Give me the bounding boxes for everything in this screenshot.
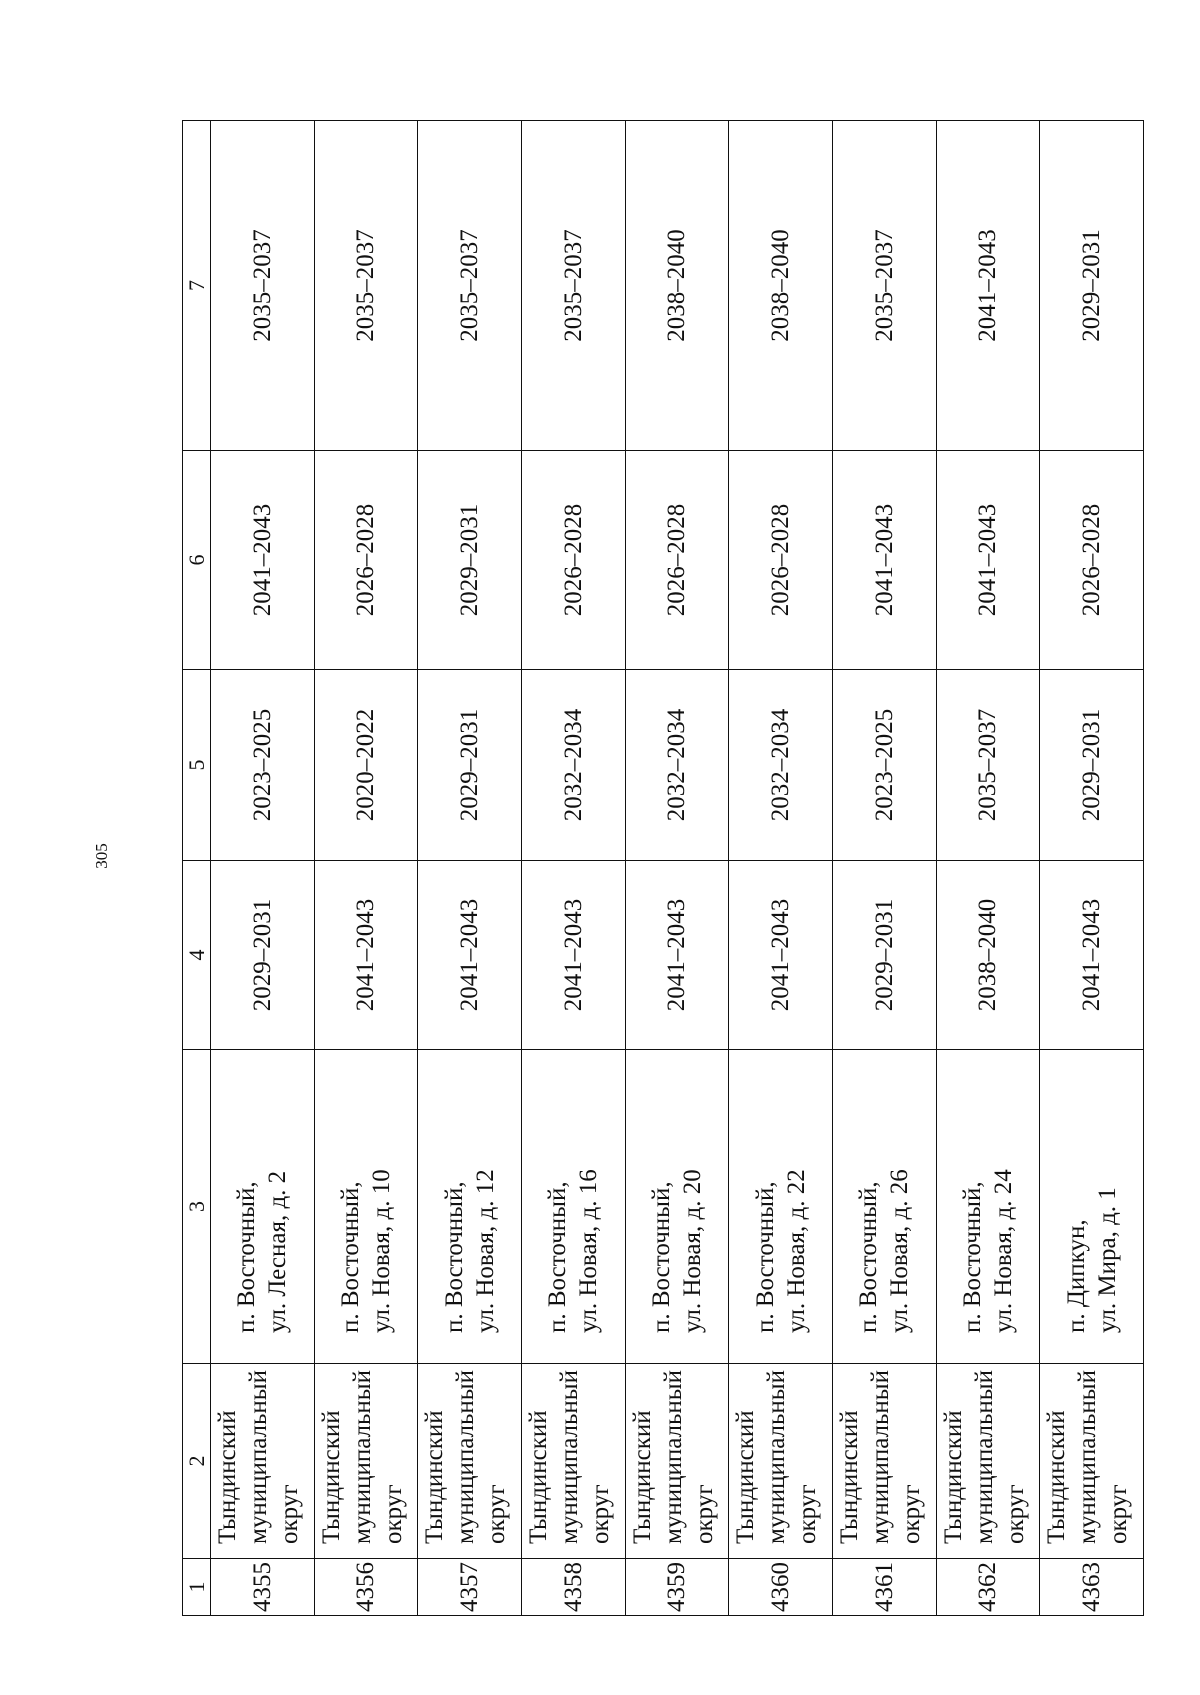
district-line: муниципальный — [245, 1370, 272, 1544]
period-cell: 2023–2025 — [211, 670, 315, 861]
district-line: муниципальный — [555, 1370, 583, 1544]
district-line: округ — [794, 1484, 822, 1544]
address-line: ул. Новая, д. 20 — [678, 1169, 706, 1333]
period-cell: 2029–2031 — [418, 670, 522, 861]
period-cell: 2029–2031 — [832, 861, 936, 1050]
period-cell: 2041–2043 — [1040, 861, 1144, 1050]
row-number: 4362 — [936, 1559, 1040, 1616]
address-line: ул. Новая, д. 22 — [782, 1169, 810, 1333]
period-cell: 2026–2028 — [729, 451, 833, 670]
period-cell: 2032–2034 — [729, 670, 833, 861]
period-cell: 2041–2043 — [211, 451, 315, 670]
address-line: п. Восточный, — [647, 1181, 675, 1333]
district-line: Тындинский — [628, 1410, 656, 1544]
address-line: ул. Новая, д. 24 — [989, 1169, 1017, 1333]
district-line: округ — [690, 1484, 718, 1544]
period-cell: 2032–2034 — [521, 670, 625, 861]
address-line: ул. Лесная, д. 2 — [264, 1170, 292, 1333]
rotated-table-frame — [182, 121, 1144, 1616]
table-container — [182, 121, 1144, 1616]
row-number: 4357 — [418, 1559, 522, 1616]
address-cell — [625, 1050, 729, 1364]
period-cell: 2026–2028 — [1040, 451, 1144, 670]
row-number: 4363 — [1040, 1559, 1144, 1616]
period-cell: 2035–2037 — [832, 121, 936, 451]
period-cell: 2026–2028 — [625, 451, 729, 670]
table-row — [832, 121, 936, 1616]
period-cell: 2038–2040 — [936, 861, 1040, 1050]
district-line: округ — [379, 1484, 407, 1544]
period-cell: 2026–2028 — [314, 451, 418, 670]
district-line: муниципальный — [866, 1370, 894, 1544]
header-cell: 6 — [183, 451, 211, 670]
period-cell: 2041–2043 — [936, 451, 1040, 670]
district-line: Тындинский — [317, 1410, 345, 1544]
district-line: муниципальный — [763, 1370, 791, 1544]
table-row — [625, 121, 729, 1616]
address-line: п. Восточный, — [233, 1181, 261, 1333]
district-cell — [729, 1364, 833, 1559]
district-line: Тындинский — [524, 1410, 552, 1544]
period-cell: 2035–2037 — [418, 121, 522, 451]
district-cell — [418, 1364, 522, 1559]
header-cell: 1 — [183, 1559, 211, 1616]
row-number: 4358 — [521, 1559, 625, 1616]
address-line: п. Восточный, — [440, 1181, 468, 1333]
address-line: п. Восточный, — [855, 1181, 883, 1333]
period-cell: 2035–2037 — [314, 121, 418, 451]
row-number: 4356 — [314, 1559, 418, 1616]
district-line: муниципальный — [970, 1370, 998, 1544]
header-cell: 2 — [183, 1364, 211, 1559]
district-line: округ — [483, 1484, 511, 1544]
period-cell: 2023–2025 — [832, 670, 936, 861]
address-line: ул. Новая, д. 12 — [471, 1169, 499, 1333]
address-line: ул. Новая, д. 10 — [367, 1169, 395, 1333]
address-cell — [832, 1050, 936, 1364]
district-line: округ — [1105, 1484, 1133, 1544]
address-line: п. Восточный, — [544, 1181, 572, 1333]
row-number: 4360 — [729, 1559, 833, 1616]
district-line: Тындинский — [214, 1410, 241, 1544]
period-cell: 2041–2043 — [936, 121, 1040, 451]
period-cell: 2035–2037 — [211, 121, 315, 451]
district-cell — [521, 1364, 625, 1559]
district-line: Тындинский — [1043, 1410, 1071, 1544]
district-cell — [625, 1364, 729, 1559]
period-cell: 2020–2022 — [314, 670, 418, 861]
address-cell — [418, 1050, 522, 1364]
district-line: округ — [1001, 1484, 1029, 1544]
schedule-table — [182, 120, 1144, 1616]
header-cell: 7 — [183, 121, 211, 451]
period-cell: 2029–2031 — [1040, 670, 1144, 861]
address-line: п. Дипкун, — [1062, 1219, 1090, 1333]
address-line: п. Восточный, — [336, 1181, 364, 1333]
district-line: округ — [897, 1484, 925, 1544]
address-cell — [521, 1050, 625, 1364]
district-line: муниципальный — [1074, 1370, 1102, 1544]
district-cell — [1040, 1364, 1144, 1559]
header-cell: 4 — [183, 861, 211, 1050]
table-row — [211, 121, 315, 1616]
table-row — [1040, 121, 1144, 1616]
district-cell — [832, 1364, 936, 1559]
district-line: муниципальный — [452, 1370, 480, 1544]
address-line: п. Восточный, — [958, 1181, 986, 1333]
table-row — [521, 121, 625, 1616]
address-line: ул. Новая, д. 26 — [886, 1169, 914, 1333]
table-row — [729, 121, 833, 1616]
period-cell: 2041–2043 — [521, 861, 625, 1050]
address-line: ул. Новая, д. 16 — [575, 1169, 603, 1333]
period-cell: 2035–2037 — [936, 670, 1040, 861]
address-cell — [936, 1050, 1040, 1364]
district-line: Тындинский — [939, 1410, 967, 1544]
period-cell: 2035–2037 — [521, 121, 625, 451]
address-cell — [211, 1050, 315, 1364]
header-cell: 3 — [183, 1050, 211, 1364]
period-cell: 2038–2040 — [625, 121, 729, 451]
period-cell: 2038–2040 — [729, 121, 833, 451]
row-number: 4355 — [211, 1559, 315, 1616]
period-cell: 2041–2043 — [314, 861, 418, 1050]
district-line: округ — [276, 1484, 303, 1544]
table-row — [418, 121, 522, 1616]
period-cell: 2029–2031 — [211, 861, 315, 1050]
table-row — [936, 121, 1040, 1616]
period-cell: 2026–2028 — [521, 451, 625, 670]
period-cell: 2041–2043 — [729, 861, 833, 1050]
district-line: Тындинский — [835, 1410, 863, 1544]
period-cell: 2029–2031 — [418, 451, 522, 670]
address-cell — [314, 1050, 418, 1364]
period-cell: 2041–2043 — [832, 451, 936, 670]
district-line: Тындинский — [732, 1410, 760, 1544]
period-cell: 2041–2043 — [418, 861, 522, 1050]
row-number: 4361 — [832, 1559, 936, 1616]
row-number: 4359 — [625, 1559, 729, 1616]
district-line: округ — [586, 1484, 614, 1544]
table-header-row — [183, 121, 211, 1616]
period-cell: 2029–2031 — [1040, 121, 1144, 451]
table-row — [314, 121, 418, 1616]
period-cell: 2032–2034 — [625, 670, 729, 861]
district-line: Тындинский — [421, 1410, 449, 1544]
page-number: 305 — [92, 843, 111, 869]
district-line: муниципальный — [659, 1370, 687, 1544]
district-cell — [936, 1364, 1040, 1559]
header-cell: 5 — [183, 670, 211, 861]
district-line: муниципальный — [348, 1370, 376, 1544]
address-cell — [1040, 1050, 1144, 1364]
period-cell: 2041–2043 — [625, 861, 729, 1050]
district-cell — [314, 1364, 418, 1559]
address-line: п. Восточный, — [751, 1181, 779, 1333]
address-line: ул. Мира, д. 1 — [1093, 1187, 1121, 1333]
district-cell — [211, 1364, 315, 1559]
address-cell — [729, 1050, 833, 1364]
